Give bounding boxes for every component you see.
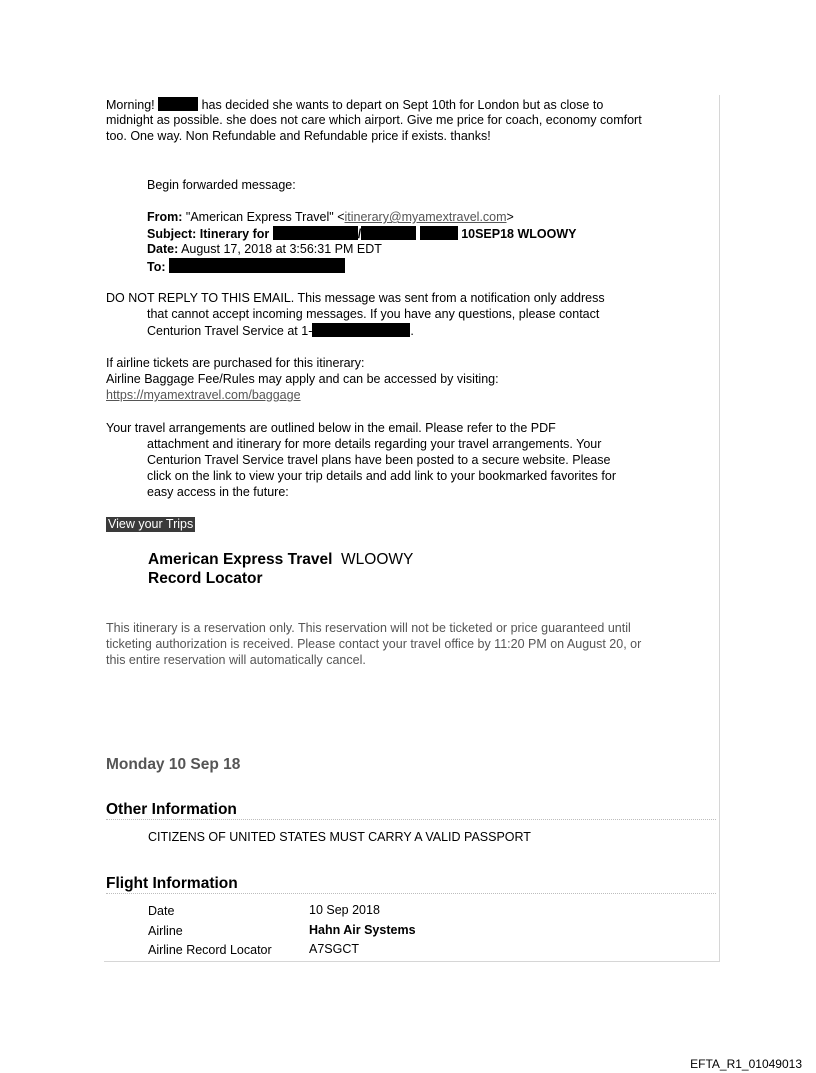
arrangements-line-2: attachment and itinerary for more details regarding your travel arrangements. Your xyxy=(147,437,602,451)
intro-line-3: too. One way. Non Refundable and Refundable price if exists. thanks! xyxy=(106,129,491,143)
notice-phone-label: Centurion Travel Service at 1- xyxy=(147,324,313,338)
subject-label: Subject: Itinerary for xyxy=(147,227,270,241)
view-trips-button[interactable]: View your Trips xyxy=(108,517,194,531)
notice-line-1: DO NOT REPLY TO THIS EMAIL. This message was sent from a notification only address xyxy=(106,291,605,305)
notice-line-2: that cannot accept incoming messages. If you have any questions, please contact xyxy=(147,307,600,321)
flight-row-value: Hahn Air Systems xyxy=(309,923,416,937)
locator-company: American Express Travel xyxy=(148,551,333,568)
day-heading: Monday 10 Sep 18 xyxy=(106,756,241,773)
from-email-link[interactable]: itinerary@myamextravel.com xyxy=(344,210,507,224)
forward-date xyxy=(147,242,382,257)
intro-greeting: Morning! xyxy=(106,98,155,112)
flight-row-label: Airline xyxy=(148,924,183,938)
date-value: August 17, 2018 at 3:56:31 PM EDT xyxy=(181,242,382,256)
flight-row-label: Date xyxy=(148,904,175,918)
from-close: > xyxy=(506,210,514,224)
forward-from xyxy=(147,210,514,225)
intro-line-1 xyxy=(106,97,603,113)
reservation-note-1: This itinerary is a reservation only. This reservation will not be ticketed or price guaranteed until xyxy=(106,621,631,635)
date-label: Date: xyxy=(147,242,179,256)
subject-slash: / xyxy=(357,227,362,241)
redaction-block xyxy=(312,323,410,337)
other-info-title: Other Information xyxy=(106,801,237,818)
forward-begin: Begin forwarded message: xyxy=(147,178,296,192)
other-info-text: CITIZENS OF UNITED STATES MUST CARRY A VALID PASSPORT xyxy=(148,830,531,844)
redaction-block xyxy=(158,97,198,111)
notice-period: . xyxy=(410,324,414,338)
baggage-line-2: Airline Baggage Fee/Rules may apply and can be accessed by visiting: xyxy=(106,372,499,386)
forward-subject xyxy=(147,226,577,242)
redaction-block xyxy=(169,258,345,273)
reservation-note-3: this entire reservation will automatically cancel. xyxy=(106,653,366,667)
redaction-block xyxy=(273,226,358,240)
from-name: "American Express Travel" < xyxy=(185,210,345,224)
subject-tail: 10SEP18 WLOOWY xyxy=(461,227,577,241)
flight-row-value: A7SGCT xyxy=(309,942,360,956)
flight-row-label: Airline Record Locator xyxy=(148,943,272,957)
intro-text: has decided she wants to depart on Sept 10th for London but as close to xyxy=(201,98,604,112)
locator-code: WLOOWY xyxy=(341,551,414,568)
flight-row-value: 10 Sep 2018 xyxy=(309,903,380,917)
flight-info-title: Flight Information xyxy=(106,875,238,892)
redaction-block xyxy=(420,226,458,240)
section-divider xyxy=(106,819,716,820)
document-id: EFTA_R1_01049013 xyxy=(690,1057,802,1071)
arrangements-line-4: click on the link to view your trip details and add link to your bookmarked favorites for xyxy=(147,469,616,483)
locator-line xyxy=(148,551,413,569)
baggage-line-1: If airline tickets are purchased for this itinerary: xyxy=(106,356,365,370)
arrangements-line-3: Centurion Travel Service travel plans have been posted to a secure website. Please xyxy=(147,453,611,467)
intro-line-2: midnight as possible. she does not care which airport. Give me price for coach, economy comfort xyxy=(106,113,642,127)
baggage-link[interactable]: https://myamextravel.com/baggage xyxy=(106,388,301,402)
notice-line-3 xyxy=(147,323,414,339)
locator-label: Record Locator xyxy=(148,570,263,587)
redaction-block xyxy=(361,226,416,240)
from-label: From: xyxy=(147,210,183,224)
section-divider xyxy=(106,893,716,894)
forward-to xyxy=(147,258,345,275)
arrangements-line-5: easy access in the future: xyxy=(147,485,289,499)
to-label: To: xyxy=(147,260,166,274)
arrangements-line-1: Your travel arrangements are outlined below in the email. Please refer to the PDF xyxy=(106,421,556,435)
reservation-note-2: ticketing authorization is received. Please contact your travel office by 11:20 PM on August 20, or xyxy=(106,637,642,651)
